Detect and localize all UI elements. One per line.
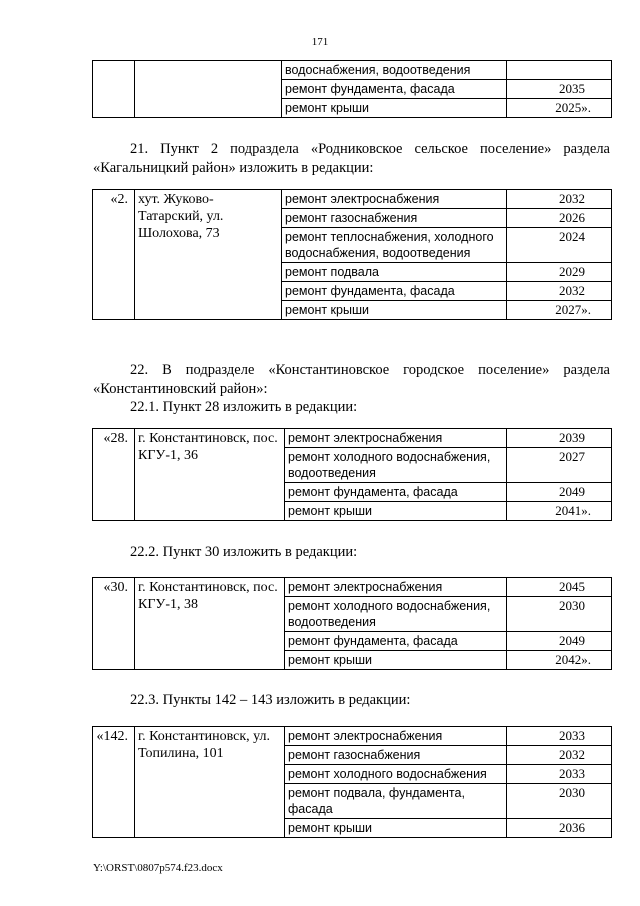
work-cell: ремонт подвала — [282, 263, 507, 282]
year-cell: 2025». — [507, 99, 612, 118]
work-cell: водоснабжения, водоотведения — [282, 61, 507, 80]
address-cell: г. Константиновск, ул. Топилина, 101 — [135, 727, 285, 838]
work-cell: ремонт холодного водоснабжения — [285, 765, 507, 784]
table-row — [93, 190, 612, 209]
work-cell: ремонт фундамента, фасада — [282, 282, 507, 301]
paragraph-21: 21. Пункт 2 подраздела «Родниковское сельское поселение» раздела «Кагальницкий район» изложить в редакции: — [93, 141, 610, 176]
year-cell: 2035 — [507, 80, 612, 99]
work-cell: ремонт электроснабжения — [285, 578, 507, 597]
paragraph-22-2: 22.2. Пункт 30 изложить в редакции: — [130, 544, 358, 560]
year-cell — [507, 61, 612, 80]
work-cell: ремонт газоснабжения — [282, 209, 507, 228]
table-item-30 — [92, 577, 612, 670]
year-cell: 2036 — [507, 819, 612, 838]
work-cell: ремонт газоснабжения — [285, 746, 507, 765]
work-cell: ремонт холодного водоснабжения, водоотведения — [285, 597, 507, 632]
year-cell: 2049 — [507, 632, 612, 651]
year-cell: 2032 — [507, 190, 612, 209]
year-cell: 2032 — [507, 746, 612, 765]
item-number: «142. — [93, 727, 135, 838]
work-cell: ремонт теплоснабжения, холодного водоснабжения, водоотведения — [282, 228, 507, 263]
table-item-2 — [92, 189, 612, 320]
year-cell: 2032 — [507, 282, 612, 301]
work-cell: ремонт электроснабжения — [285, 429, 507, 448]
table-row — [93, 61, 612, 80]
table-item-142 — [92, 726, 612, 838]
item-number: «2. — [93, 190, 135, 320]
table-row — [93, 429, 612, 448]
year-cell: 2041». — [507, 502, 612, 521]
year-cell: 2027». — [507, 301, 612, 320]
table-top — [92, 60, 612, 118]
work-cell: ремонт крыши — [282, 99, 507, 118]
work-cell: ремонт крыши — [285, 819, 507, 838]
work-cell: ремонт крыши — [285, 502, 507, 521]
table-row — [93, 578, 612, 597]
address-cell — [135, 61, 282, 118]
work-cell: ремонт крыши — [285, 651, 507, 670]
year-cell: 2045 — [507, 578, 612, 597]
item-number: «30. — [93, 578, 135, 670]
paragraph-22-1: 22.1. Пункт 28 изложить в редакции: — [130, 399, 358, 415]
paragraph-22-3: 22.3. Пункты 142 – 143 изложить в редакции: — [130, 692, 411, 708]
year-cell: 2030 — [507, 784, 612, 819]
address-cell: г. Константиновск, пос. КГУ-1, 38 — [135, 578, 285, 670]
table-row — [93, 727, 612, 746]
work-cell: ремонт фундамента, фасада — [285, 632, 507, 651]
year-cell: 2049 — [507, 483, 612, 502]
work-cell: ремонт крыши — [282, 301, 507, 320]
table-item-28 — [92, 428, 612, 521]
work-cell: ремонт электроснабжения — [285, 727, 507, 746]
item-number: «28. — [93, 429, 135, 521]
page-number: 171 — [311, 36, 329, 48]
year-cell: 2033 — [507, 765, 612, 784]
year-cell: 2026 — [507, 209, 612, 228]
year-cell: 2033 — [507, 727, 612, 746]
year-cell: 2042». — [507, 651, 612, 670]
year-cell: 2039 — [507, 429, 612, 448]
address-cell: хут. Жуково-Татарский, ул. Шолохова, 73 — [135, 190, 282, 320]
work-cell: ремонт холодного водоснабжения, водоотведения — [285, 448, 507, 483]
num-cell — [93, 61, 135, 118]
work-cell: ремонт электроснабжения — [282, 190, 507, 209]
year-cell: 2027 — [507, 448, 612, 483]
year-cell: 2024 — [507, 228, 612, 263]
work-cell: ремонт фундамента, фасада — [282, 80, 507, 99]
year-cell: 2029 — [507, 263, 612, 282]
file-path-footer: Y:\ORST\0807p574.f23.docx — [93, 862, 223, 874]
work-cell: ремонт фундамента, фасада — [285, 483, 507, 502]
paragraph-22: 22. В подразделе «Константиновское городское поселение» раздела «Константиновский район»: — [93, 362, 610, 397]
year-cell: 2030 — [507, 597, 612, 632]
work-cell: ремонт подвала, фундамента, фасада — [285, 784, 507, 819]
address-cell: г. Константиновск, пос. КГУ-1, 36 — [135, 429, 285, 521]
